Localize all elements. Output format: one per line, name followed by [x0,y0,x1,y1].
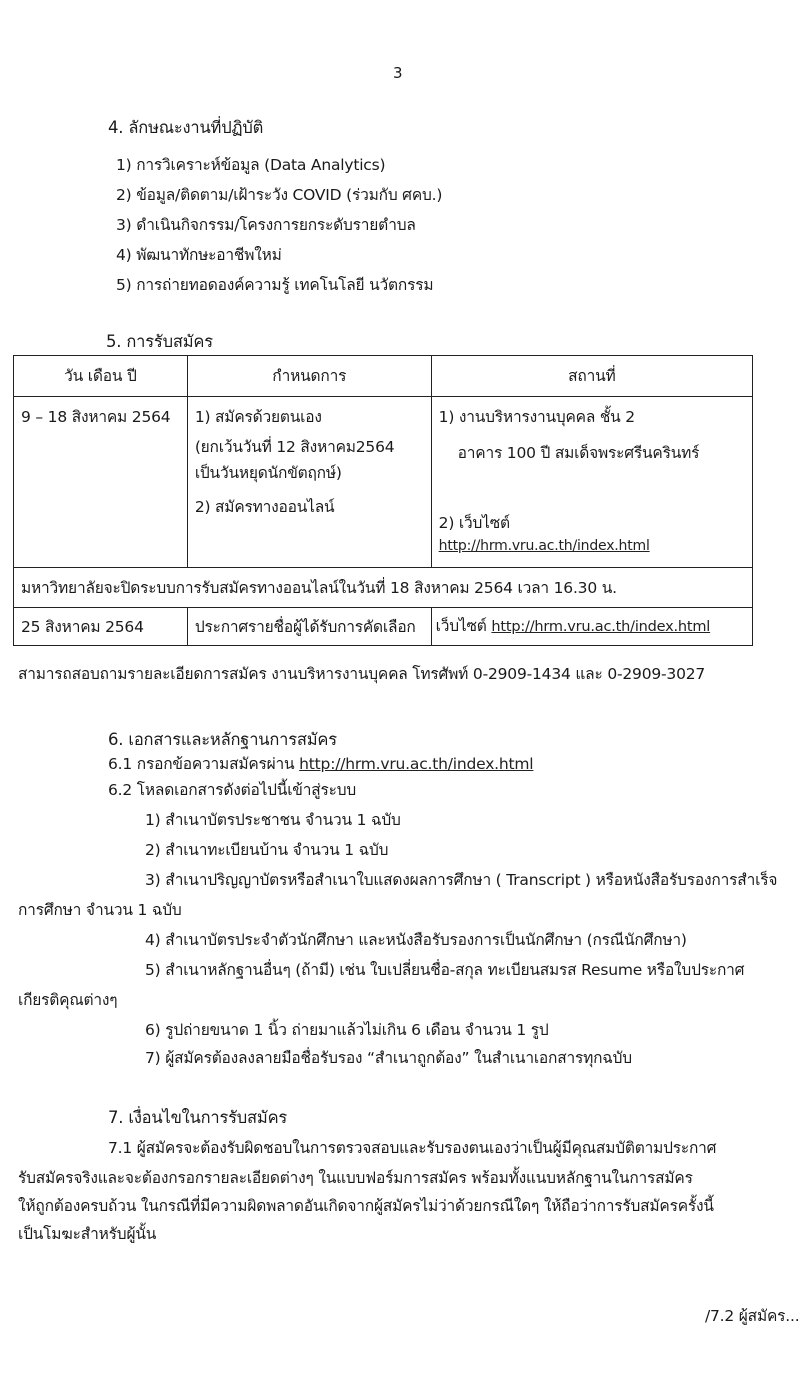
online-closing-notice: มหาวิทยาลัยจะปิดระบบการรับสมัครทางออนไลน์ในวันที่ 18 สิงหาคม 2564 เวลา 16.30 น. [14,568,753,608]
row3-website-link[interactable]: http://hrm.vru.ac.th/index.html [491,619,711,635]
page-continuation: /7.2 ผู้สมัคร... [705,1307,800,1325]
row1-date: 9 – 18 สิงหาคม 2564 [14,397,188,568]
doc-7: 7) ผู้สมัครต้องลงลายมือชื่อรับรอง “สำเนาถูกต้อง” ในสำเนาเอกสารทุกฉบับ [145,1049,632,1067]
section4-item-1: 1) การวิเคราะห์ข้อมูล (Data Analytics) [116,156,386,174]
place-line-2: อาคาร 100 ปี สมเด็จพระศรีนครินทร์ [457,444,700,462]
section5-heading: 5. การรับสมัคร [106,332,213,351]
doc-3-continued: การศึกษา จำนวน 1 ฉบับ [18,901,182,919]
registration-table [13,355,753,646]
item-6-1-link[interactable]: http://hrm.vru.ac.th/index.html [299,755,534,773]
item-6-2: 6.2 โหลดเอกสารดังต่อไปนี้เข้าสู่ระบบ [108,781,356,799]
doc-5-continued: เกียรติคุณต่างๆ [18,991,118,1009]
section6-heading: 6. เอกสารและหลักฐานการสมัคร [108,730,337,749]
schedule-line-4: 2) สมัครทางออนไลน์ [194,498,335,516]
item-6-1 [108,754,533,774]
header-place: สถานที่ [431,356,752,397]
doc-3: 3) สำเนาปริญญาบัตรหรือสำเนาใบแสดงผลการศึกษา ( Transcript ) หรือหนังสือรับรองการสำเร็จ [145,871,778,889]
row1-schedule [187,397,431,568]
contact-info: สามารถสอบถามรายละเอียดการสมัคร งานบริหารงานบุคคล โทรศัพท์ 0-2909-1434 และ 0-2909-3027 [18,665,706,683]
doc-4: 4) สำเนาบัตรประจำตัวนักศึกษา และหนังสือรับรองการเป็นนักศึกษา (กรณีนักศึกษา) [145,931,687,949]
section4-item-3: 3) ดำเนินกิจกรรม/โครงการยกระดับรายตำบล [116,216,416,234]
schedule-line-1: 1) สมัครด้วยตนเอง [194,408,322,426]
section4-item-2: 2) ข้อมูล/ติดตาม/เฝ้าระวัง COVID (ร่วมกับ ศคบ.) [116,186,443,204]
section7-para-line-4: เป็นโมฆะสำหรับผู้นั้น [18,1225,157,1243]
schedule-line-3: เป็นวันหยุดนักขัตฤกษ์) [194,464,342,482]
place-line-3: 2) เว็บไซต์ [438,514,510,532]
section4-item-4: 4) พัฒนาทักษะอาชีพใหม่ [116,246,282,264]
place-website-link[interactable]: http://hrm.vru.ac.th/index.html [438,538,650,554]
row3-schedule: ประกาศรายชื่อผู้ได้รับการคัดเลือก [187,608,431,646]
section7-para-line-2: รับสมัครจริงและจะต้องกรอกรายละเอียดต่างๆ ในแบบฟอร์มการสมัคร พร้อมทั้งแนบหลักฐานในการสมัคร [18,1169,693,1187]
section7-para-line-1: 7.1 ผู้สมัครจะต้องรับผิดชอบในการตรวจสอบและรับรองตนเองว่าเป็นผู้มีคุณสมบัติตามประกาศ [108,1139,717,1157]
section4-item-5: 5) การถ่ายทอดองค์ความรู้ เทคโนโลยี นวัตกรรม [116,276,434,294]
place-line-1: 1) งานบริหารงานบุคคล ชั้น 2 [438,408,635,426]
page-number: 3 [393,64,403,82]
item-6-1-text: 6.1 กรอกข้อความสมัครผ่าน [108,755,300,773]
header-date: วัน เดือน ปี [14,356,188,397]
row3-place-prefix: เว็บไซต์ [435,617,492,635]
section7-heading: 7. เงื่อนไขในการรับสมัคร [108,1108,288,1127]
doc-2: 2) สำเนาทะเบียนบ้าน จำนวน 1 ฉบับ [145,841,389,859]
doc-6: 6) รูปถ่ายขนาด 1 นิ้ว ถ่ายมาแล้วไม่เกิน 6 เดือน จำนวน 1 รูป [145,1021,549,1039]
row3-place [431,608,752,646]
section4-heading: 4. ลักษณะงานที่ปฏิบัติ [108,118,264,137]
header-schedule: กำหนดการ [187,356,431,397]
schedule-line-2: (ยกเว้นวันที่ 12 สิงหาคม2564 [194,438,395,456]
doc-5: 5) สำเนาหลักฐานอื่นๆ (ถ้ามี) เช่น ใบเปลี่ยนชื่อ-สกุล ทะเบียนสมรส Resume หรือใบประกาศ [145,961,745,979]
doc-1: 1) สำเนาบัตรประชาชน จำนวน 1 ฉบับ [145,811,401,829]
row3-date: 25 สิงหาคม 2564 [14,608,188,646]
row1-place [431,397,752,568]
section7-para-line-3: ให้ถูกต้องครบถ้วน ในกรณีที่มีความผิดพลาดอันเกิดจากผู้สมัครไม่ว่าด้วยกรณีใดๆ ให้ถือว่าการรับสมัครครั้งนี้ [18,1197,714,1215]
